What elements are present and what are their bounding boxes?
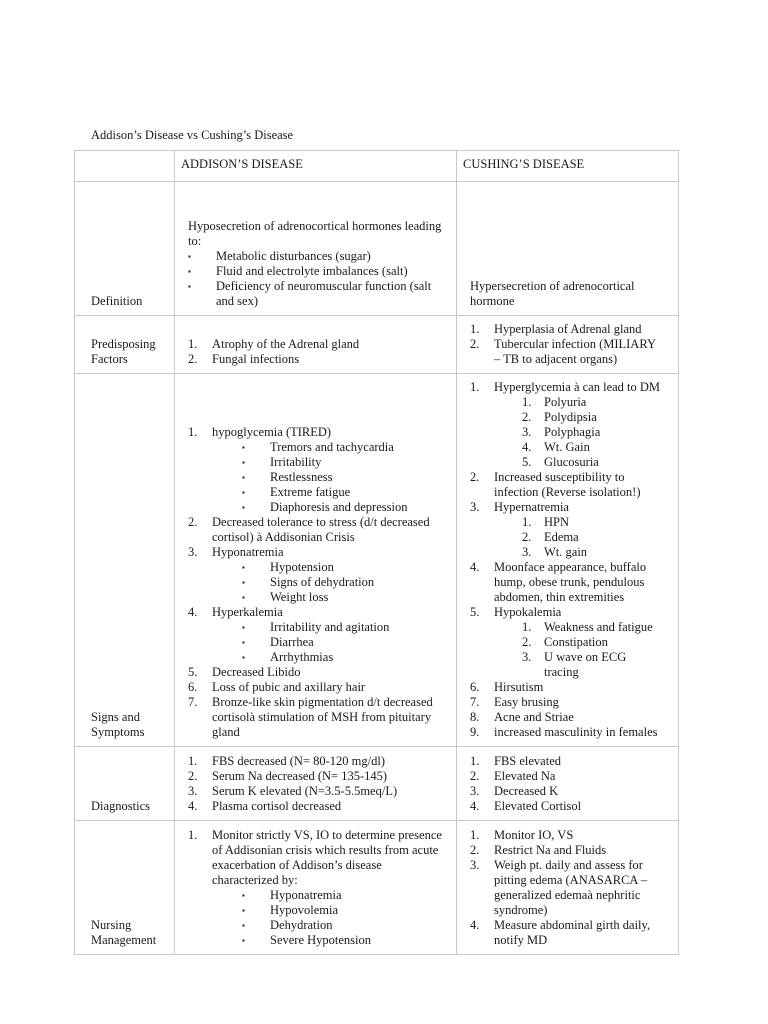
bullet-icon: ▪ [242,891,245,900]
sub-bullet-list [212,440,442,515]
list-item [188,545,448,605]
list-item [494,455,664,470]
item-text: Restlessness [270,470,333,484]
signs-addison-cell [175,374,457,747]
item-number: 4. [470,799,480,813]
list-item [188,515,448,545]
list-item [188,799,448,814]
item-number: 2. [470,470,480,484]
bullet-icon: ▪ [242,906,245,915]
item-text: Irritability and agitation [270,620,390,634]
item-number: 5. [522,455,532,469]
table-header-row [75,151,679,182]
bullet-icon: ▪ [242,936,245,945]
item-number: 1. [522,620,532,634]
item-number: 9. [470,725,480,739]
header-cushing-text: CUSHING’S DISEASE [463,157,585,171]
diagnostics-addison-list [188,754,448,814]
item-text: Decreased K [494,784,559,798]
item-number: 2. [470,337,480,351]
sub-bullet-list [212,620,442,665]
item-number: 4. [470,918,480,932]
item-number: 1. [470,754,480,768]
item-number: 6. [470,680,480,694]
list-item [470,918,670,948]
bullet-icon: ▪ [242,593,245,602]
list-item [470,500,670,560]
bullet-item [212,470,442,485]
header-addison-text: ADDISON’S DISEASE [181,157,303,171]
item-text: Measure abdominal girth daily, notify MD [494,918,651,947]
item-text: Arrhythmias [270,650,334,664]
definition-addison-cell [175,182,457,316]
header-addison [175,151,457,182]
list-item [494,530,664,545]
item-text: Plasma cortisol decreased [212,799,342,813]
list-item [470,725,670,740]
nursing-addison-cell [175,821,457,955]
list-item [470,784,670,799]
comparison-table [74,150,679,955]
row-label-definition [75,182,175,316]
item-text: Hyperkalemia ▪ Irritability and agitation ▪ Diarrhea ▪ Arrhythmias [212,605,442,665]
bullet-icon: ▪ [188,282,191,291]
bullet-item [212,575,442,590]
row-diagnostics [75,747,679,821]
item-number: 2. [470,843,480,857]
item-text: Weigh pt. daily and assess for pitting edema (ANASARCA – generalized edemaà nephritic syndrome) [494,858,648,917]
sub-numbered-list [494,620,664,680]
item-text: Polyphagia [544,425,601,439]
item-text: Constipation [544,635,608,649]
list-item [188,784,448,799]
list-item [494,545,664,560]
item-number: 5. [470,605,480,619]
label-text: Signs and Symptoms [91,710,145,739]
item-text: Metabolic disturbances (sugar) [216,249,371,263]
item-number: 3. [522,545,532,559]
row-label-diagnostics [75,747,175,821]
list-item [188,680,448,695]
list-item [494,650,664,680]
nursing-cushing-list [470,828,670,948]
list-item [470,470,670,500]
item-number: 5. [188,665,198,679]
item-text: Monitor IO, VS [494,828,574,842]
item-number: 1. [470,380,480,394]
bullet-item [212,440,442,455]
bullet-item [212,590,442,605]
item-number: 1. [188,828,198,842]
item-number: 3. [470,500,480,514]
item-text: Severe Hypotension [270,933,372,947]
item-number: 1. [470,322,480,336]
item-text: Wt. Gain [544,440,590,454]
bullet-item [212,933,442,948]
item-number: 4. [470,560,480,574]
item-text: Tremors and tachycardia [270,440,394,454]
item-number: 7. [188,695,198,709]
item-text: Polydipsia [544,410,597,424]
item-text: Weakness and fatigue [544,620,653,634]
header-cushing [457,151,679,182]
list-item [494,620,664,635]
list-item [470,799,670,814]
list-item [470,769,670,784]
predisposing-cushing-cell [457,316,679,374]
item-text: Monitor strictly VS, IO to determine presence of Addisonian crisis which results from acute exacerbation of Addison’s disease characterized by: ▪ Hyponatremia ▪ Hypovolemia ▪ Dehydration ▪ Severe Hypotension [212,828,442,947]
list-item [470,322,670,337]
item-text: Diaphoresis and depression [270,500,408,514]
item-text: Wt. gain [544,545,588,559]
item-text: Signs of dehydration [270,575,375,589]
item-number: 2. [188,769,198,783]
item-number: 3. [522,425,532,439]
item-text: Serum K elevated (N=3.5-5.5meq/L) [212,784,398,798]
bullet-icon: ▪ [242,921,245,930]
item-number: 4. [188,605,198,619]
bullet-item [212,903,442,918]
list-item [188,828,448,948]
predisposing-addison-cell [175,316,457,374]
item-text: Serum Na decreased (N= 135-145) [212,769,388,783]
bullet-item [212,560,442,575]
list-item [188,769,448,784]
item-text: Bronze-like skin pigmentation d/t decreased cortisolà stimulation of MSH from pituitary gland [212,695,433,739]
item-text: Acne and Striae [494,710,574,724]
sub-bullet-list [212,888,442,948]
label-text: Nursing Management [91,918,157,947]
item-text: Hyperglycemia à can lead to DM 1. Polyuria 2. Polydipsia 3. Polyphagia 4. Wt. Gain 5. Glucosuria [494,380,664,470]
list-item [188,695,448,740]
item-text: Decreased tolerance to stress (d/t decreased cortisol) à Addisonian Crisis [212,515,430,544]
item-text: Deficiency of neuromuscular function (salt and sex) [216,279,432,308]
bullet-item [212,455,442,470]
item-number: 3. [188,784,198,798]
list-item [470,560,670,605]
item-number: 3. [470,858,480,872]
row-label-predisposing [75,316,175,374]
bullet-item [212,650,442,665]
nursing-cushing-cell [457,821,679,955]
item-number: 2. [188,515,198,529]
row-predisposing [75,316,679,374]
item-text: Increased susceptibility to infection (Reverse isolation!) [494,470,641,499]
bullet-item [212,485,442,500]
row-signs [75,374,679,747]
bullet-icon: ▪ [242,503,245,512]
predisposing-addison-list [188,337,448,367]
bullet-item [188,249,448,264]
list-item [470,710,670,725]
list-item [470,754,670,769]
nursing-addison-list [188,828,448,948]
definition-addison-intro: Hyposecretion of adrenocortical hormones leading to: [188,219,442,248]
list-item [470,337,670,367]
item-text: Restrict Na and Fluids [494,843,607,857]
item-text: Extreme fatigue [270,485,351,499]
item-number: 3. [522,650,532,664]
bullet-item [212,888,442,903]
item-number: 1. [188,754,198,768]
list-item [188,754,448,769]
item-text: hypoglycemia (TIRED) ▪ Tremors and tachycardia ▪ Irritability ▪ Restlessness ▪ Extreme fatigue ▪ Diaphoresis and depression [212,425,442,515]
item-text: Glucosuria [544,455,599,469]
sub-numbered-list [494,515,664,560]
list-item [494,425,664,440]
item-number: 1. [188,425,198,439]
label-text: Definition [91,294,143,308]
sub-numbered-list [494,395,664,470]
list-item [470,828,670,843]
item-text: FBS elevated [494,754,562,768]
list-item [188,337,448,352]
predisposing-cushing-list [470,322,670,367]
item-number: 8. [470,710,480,724]
list-item [188,605,448,665]
item-text: Hypovolemia [270,903,339,917]
item-text: Loss of pubic and axillary hair [212,680,366,694]
list-item [470,680,670,695]
list-item [494,635,664,650]
item-number: 3. [470,784,480,798]
item-text: Hypernatremia 1. HPN 2. Edema 3. Wt. gain [494,500,664,560]
list-item [470,858,670,918]
bullet-item [212,918,442,933]
item-number: 2. [522,410,532,424]
diagnostics-addison-cell [175,747,457,821]
bullet-icon: ▪ [188,267,191,276]
item-text: Moonface appearance, buffalo hump, obese trunk, pendulous abdomen, thin extremities [494,560,647,604]
bullet-icon: ▪ [242,623,245,632]
bullet-icon: ▪ [242,458,245,467]
item-text: Hypotension [270,560,334,574]
bullet-icon: ▪ [242,443,245,452]
item-text: Weight loss [270,590,329,604]
item-text: Decreased Libido [212,665,301,679]
bullet-item [212,635,442,650]
item-text: Fungal infections [212,352,300,366]
list-item [188,665,448,680]
list-item [494,410,664,425]
row-label-nursing [75,821,175,955]
item-number: 1. [522,515,532,529]
list-item [188,352,448,367]
item-text: Hypokalemia 1. Weakness and fatigue 2. Constipation 3. U wave on ECG tracing [494,605,664,680]
list-item [494,515,664,530]
header-empty-cell [75,151,175,182]
row-definition [75,182,679,316]
item-text: Fluid and electrolyte imbalances (salt) [216,264,408,278]
item-text: Hyponatremia ▪ Hypotension ▪ Signs of dehydration ▪ Weight loss [212,545,442,605]
bullet-item [212,500,442,515]
item-number: 2. [522,530,532,544]
row-nursing [75,821,679,955]
list-item [494,395,664,410]
item-text: Easy brusing [494,695,559,709]
item-text: Hyperplasia of Adrenal gland [494,322,642,336]
bullet-icon: ▪ [242,578,245,587]
sub-bullet-list [212,560,442,605]
item-text: Hirsutism [494,680,544,694]
item-text: Elevated Cortisol [494,799,582,813]
item-number: 2. [522,635,532,649]
list-item [470,380,670,470]
item-number: 1. [522,395,532,409]
bullet-icon: ▪ [242,638,245,647]
bullet-item [188,264,448,279]
item-text: Tubercular infection (MILIARY – TB to adjacent organs) [494,337,656,366]
item-text: Diarrhea [270,635,314,649]
definition-cushing-text: Hypersecretion of adrenocortical hormone [470,279,635,308]
diagnostics-cushing-list [470,754,670,814]
item-text: Dehydration [270,918,333,932]
row-label-signs [75,374,175,747]
item-number: 6. [188,680,198,694]
bullet-item [188,279,448,309]
item-text: Atrophy of the Adrenal gland [212,337,360,351]
item-number: 4. [188,799,198,813]
item-number: 1. [188,337,198,351]
document-title: Addison’s Disease vs Cushing’s Disease [91,128,294,142]
label-text: Diagnostics [91,799,151,813]
signs-cushing-list [470,380,670,740]
list-item [188,425,448,515]
list-item [470,843,670,858]
list-item [494,440,664,455]
bullet-icon: ▪ [242,563,245,572]
bullet-icon: ▪ [188,252,191,261]
item-number: 1. [470,828,480,842]
diagnostics-cushing-cell [457,747,679,821]
signs-addison-list [188,425,448,740]
bullet-icon: ▪ [242,488,245,497]
item-text: Polyuria [544,395,587,409]
bullet-icon: ▪ [242,473,245,482]
definition-addison-list [188,249,448,309]
item-number: 2. [470,769,480,783]
bullet-item [212,620,442,635]
item-text: Irritability [270,455,322,469]
item-text: Edema [544,530,579,544]
signs-cushing-cell [457,374,679,747]
item-text: increased masculinity in females [494,725,658,739]
item-text: HPN [544,515,570,529]
list-item [470,605,670,680]
item-text: Elevated Na [494,769,556,783]
bullet-icon: ▪ [242,653,245,662]
item-number: 3. [188,545,198,559]
item-text: Hyponatremia [270,888,342,902]
label-text: Predisposing Factors [91,337,156,366]
item-text: FBS decreased (N= 80-120 mg/dl) [212,754,385,768]
item-text: U wave on ECG tracing [544,650,627,679]
definition-cushing-cell [457,182,679,316]
item-number: 2. [188,352,198,366]
list-item [470,695,670,710]
item-number: 4. [522,440,532,454]
item-number: 7. [470,695,480,709]
